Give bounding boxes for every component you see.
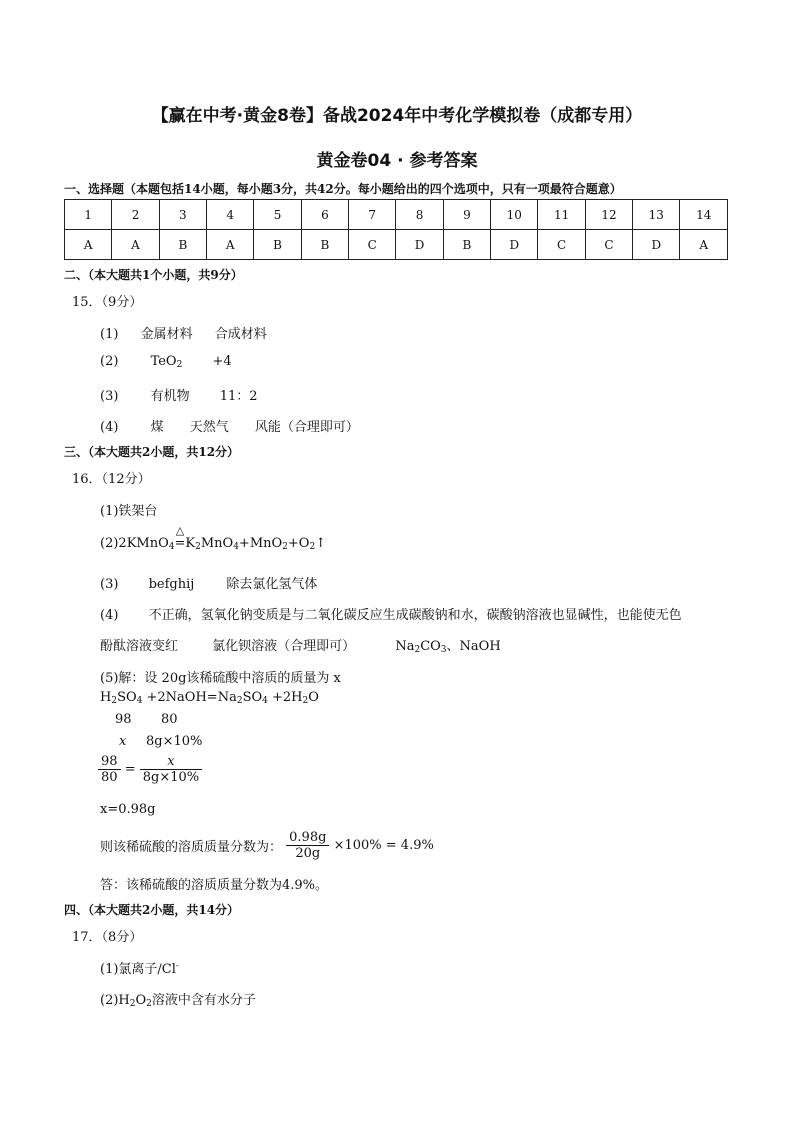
q16-label: 16．（12分） — [72, 472, 151, 487]
q15-a2-num: (2) — [100, 354, 119, 369]
q16-answer-3 — [100, 573, 317, 592]
proportion-right-fraction: $\frac{x}{8g\times 10\%}$ — [140, 754, 202, 785]
question-number-cell: 12 — [585, 200, 632, 230]
question-number-cell: 7 — [349, 200, 396, 230]
q15-answer-3 — [100, 385, 258, 404]
q16-a5-equation: $H_2SO_4$ $+2NaOH=Na_2SO_4 +2H_2O$ — [100, 690, 319, 706]
q15-a1-t1: 金属材料 — [140, 327, 193, 342]
q17-label: 17．（8分） — [72, 930, 143, 945]
question-number-cell: 1 — [65, 200, 112, 230]
q15-a4-t2: 天然气 — [189, 420, 229, 435]
proportion-left-fraction: $\frac{98}{80}$ — [98, 754, 121, 785]
answer-cell: A — [680, 230, 728, 260]
q16-answer-4-line1 — [100, 604, 682, 623]
answer-row — [65, 230, 728, 260]
q16-a3-t1: befghij — [148, 577, 195, 592]
q15-a3-t2: 11：2 — [219, 389, 258, 404]
answer-cell: A — [207, 230, 254, 260]
q15-a2-t2: +4 — [212, 354, 232, 369]
q15-answer-1 — [100, 323, 267, 342]
q16-a3-num: (3) — [100, 577, 119, 592]
q15-answer-2 — [100, 354, 232, 370]
answer-cell: C — [585, 230, 632, 260]
q17-answer-1: (1)氯离子/Cl- — [100, 961, 179, 977]
percent-tail: ×100% = 4.9% — [333, 838, 434, 853]
q16-a4-line2a: 酚酞溶液变红 — [100, 639, 179, 654]
section2-heading: 二、（本大题共1个小题，共9分） — [64, 268, 243, 282]
q16-a5-mass-2: 80 — [161, 712, 178, 727]
q17-answer-2: $(2)H_2O_2$溶液中含有水分子 — [100, 993, 256, 1009]
answer-table — [64, 199, 728, 260]
q16-a5-var-2: 8g×10% — [146, 734, 203, 749]
question-number-cell: 3 — [159, 200, 206, 230]
q16-answer-1: (1)铁架台 — [100, 504, 158, 519]
question-number-cell: 4 — [207, 200, 254, 230]
answer-cell: B — [159, 230, 206, 260]
question-number-cell: 9 — [443, 200, 490, 230]
q15-a1-num: (1) — [100, 327, 119, 342]
question-number-row — [65, 200, 728, 230]
q16-a5-mass-1: 98 — [115, 712, 132, 727]
q15-a3-num: (3) — [100, 389, 119, 404]
q16-a5-answer: 答：该稀硫酸的溶质质量分数为4.9%。 — [100, 878, 329, 893]
section4-heading: 四、（本大题共2小题，共14分） — [64, 903, 240, 917]
q16-a5-proportion: $\frac{98}{80}$ = $\frac{x}{8g\times 10\%}$ — [98, 754, 202, 785]
percent-intro: 则该稀硫酸的溶质质量分数为： — [100, 840, 283, 855]
answer-cell: B — [254, 230, 301, 260]
page-title: 【赢在中考·黄金8卷】备战2024年中考化学模拟卷（成都专用） — [151, 106, 643, 126]
answer-cell: B — [301, 230, 348, 260]
question-number-cell: 8 — [396, 200, 443, 230]
question-number-cell: 14 — [680, 200, 728, 230]
q16-a4-line2c: $Na_2CO_3$、NaOH — [395, 639, 501, 655]
q16-answer-4-line2 — [100, 635, 501, 655]
q16-a5-intro: (5)解：设 20g该稀硫酸中溶质的质量为 x — [100, 671, 341, 686]
answer-cell: D — [491, 230, 538, 260]
answer-cell: D — [633, 230, 680, 260]
question-number-cell: 13 — [633, 200, 680, 230]
q15-label: 15．（9分） — [72, 295, 143, 310]
q15-a4-t1: 煤 — [150, 420, 164, 435]
question-number-cell: 5 — [254, 200, 301, 230]
page-subtitle: 黄金卷04 · 参考答案 — [316, 151, 478, 171]
answer-cell: A — [65, 230, 112, 260]
section3-heading: 三、（本大题共2小题，共12分） — [64, 445, 240, 459]
q15-a3-t1: 有机物 — [150, 389, 190, 404]
answer-cell: C — [538, 230, 585, 260]
answer-cell: D — [396, 230, 443, 260]
question-number-cell: 6 — [301, 200, 348, 230]
q15-a4-t3: 风能（合理即可） — [254, 420, 359, 435]
q15-a2-t1: TeO$_2$ — [150, 354, 183, 370]
q16-a4-num: (4) — [100, 608, 119, 623]
question-number-cell: 11 — [538, 200, 585, 230]
q15-answer-4 — [100, 416, 359, 435]
q16-a5-var-1: x — [119, 734, 127, 749]
question-number-cell: 2 — [112, 200, 159, 230]
q16-a3-t2: 除去氯化氢气体 — [226, 577, 318, 592]
heating-condition: △ — [175, 524, 185, 537]
q16-answer-2-equation: (2)2KMnO$_4$ △ $=K_2MnO_4+MnO_2+O_2↑$ — [100, 524, 327, 552]
answer-cell: B — [443, 230, 490, 260]
q16-a4-line1: 不正确，氢氧化钠变质是与二氧化碳反应生成碳酸钠和水，碳酸钠溶液也显碱性，也能使无色 — [148, 608, 682, 623]
q16-a5-result: x=0.98g — [100, 802, 156, 817]
percent-fraction: $\frac{0.98g}{20g}$ — [286, 830, 329, 861]
answer-cell: A — [112, 230, 159, 260]
section1-heading: 一、选择题（本题包括14小题，每小题3分，共42分。每小题给出的四个选项中，只有一项最符合题意） — [64, 182, 622, 196]
answer-cell: C — [349, 230, 396, 260]
q15-a4-num: (4) — [100, 420, 119, 435]
q15-a1-t2: 合成材料 — [214, 327, 267, 342]
q16-a4-line2b: 氯化钡溶液（合理即可） — [212, 639, 356, 654]
q16-a5-percent-line — [100, 830, 434, 861]
question-number-cell: 10 — [491, 200, 538, 230]
